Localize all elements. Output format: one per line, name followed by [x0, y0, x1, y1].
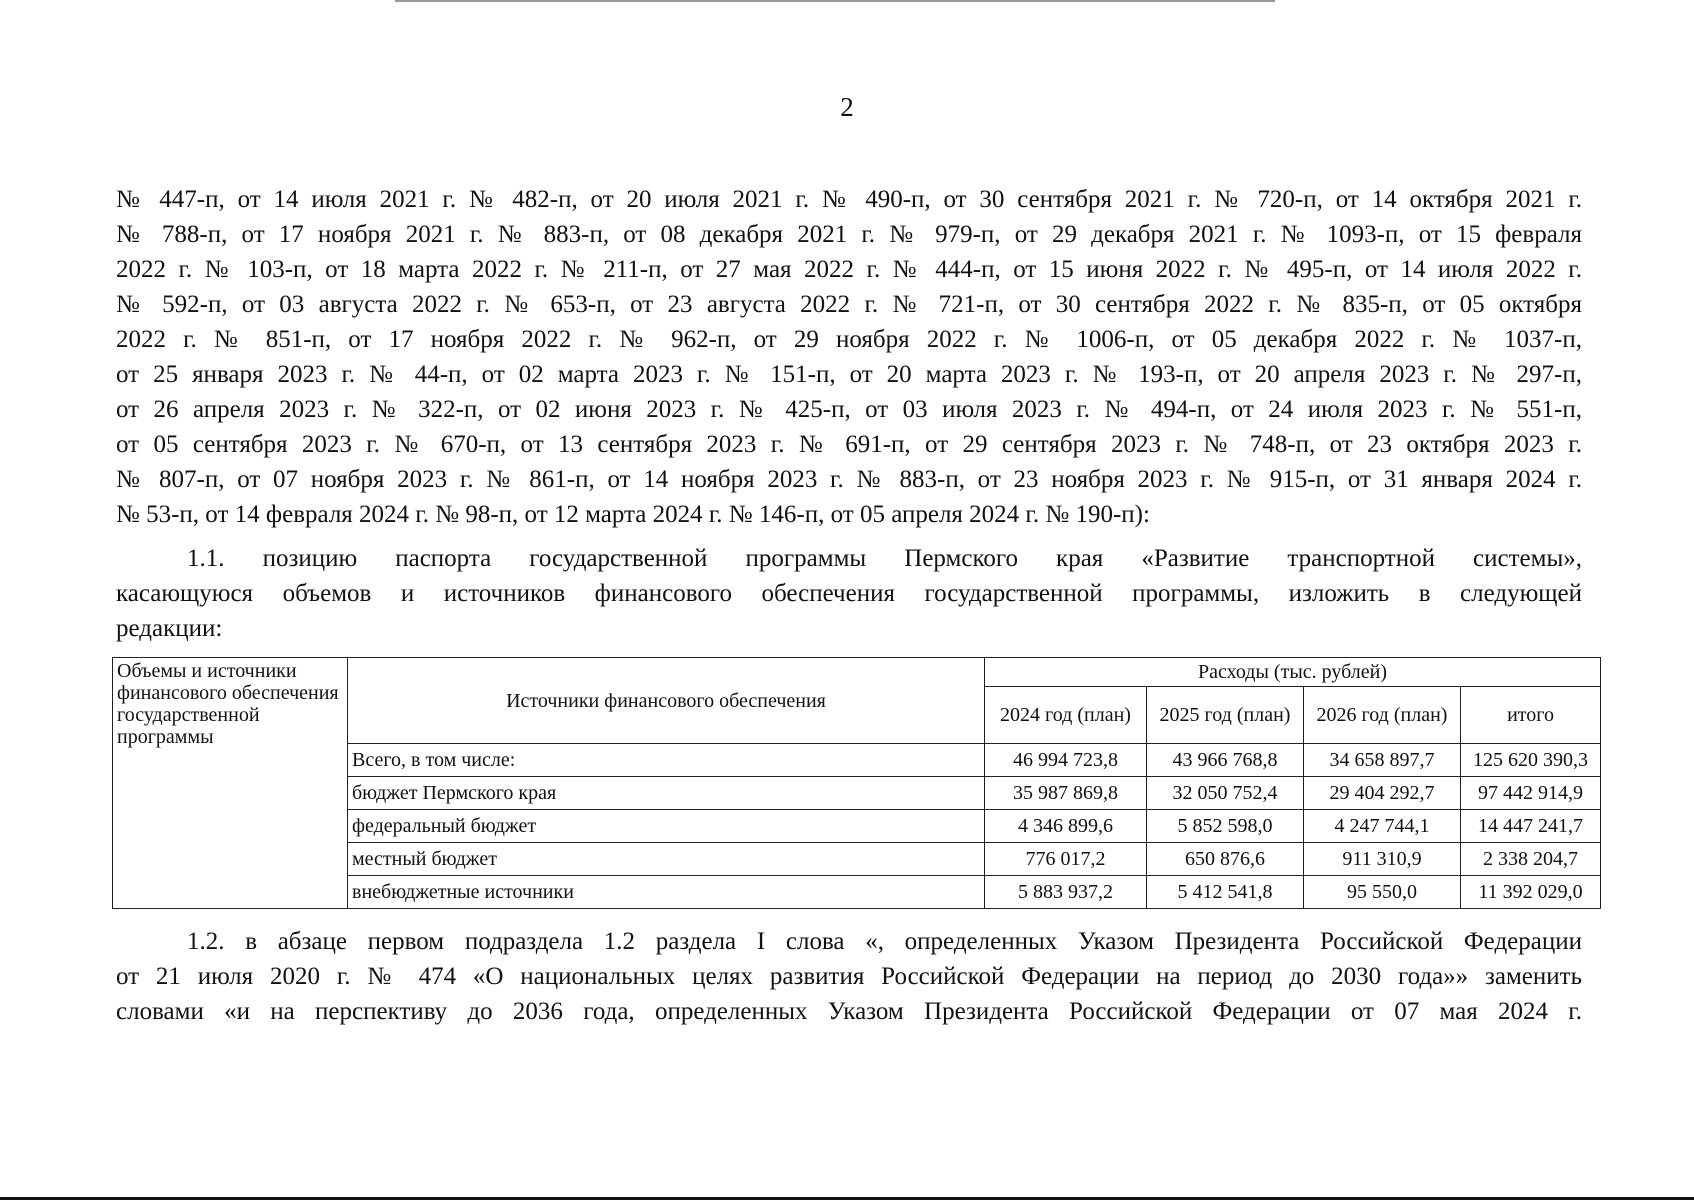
text-line: № 788-п, от 17 ноября 2021 г. № 883-п, от 08 декабря 2021 г. № 979-п, от 29 декабря 2021 г. № 1093-п, от 15 февраля	[116, 221, 1582, 248]
source-cell: внебюджетные источники	[348, 876, 985, 909]
paragraph-amendments-list	[116, 182, 1582, 532]
value-cell: 2 338 204,7	[1461, 843, 1601, 876]
value-cell: 46 994 723,8	[985, 744, 1147, 777]
value-cell: 5 883 937,2	[985, 876, 1147, 909]
text-line: 1.2. в абзаце первом подраздела 1.2 раздела I слова «, определенных Указом Президента Российской Федерации	[187, 928, 1582, 955]
text-line: 1.1. позицию паспорта государственной программы Пермского края «Развитие транспортной системы»,	[187, 545, 1582, 572]
text-line: 2022 г. № 851-п, от 17 ноября 2022 г. № 962-п, от 29 ноября 2022 г. № 1006-п, от 05 декабря 2022 г. № 1037-п,	[116, 326, 1582, 353]
row-label-cell: Объемы и источники финансового обеспечения государственной программы	[113, 658, 348, 909]
source-cell: бюджет Пермского края	[348, 777, 985, 810]
value-cell: 776 017,2	[985, 843, 1147, 876]
value-cell: 4 247 744,1	[1304, 810, 1461, 843]
text-line: № 447-п, от 14 июля 2021 г. № 482-п, от 20 июля 2021 г. № 490-п, от 30 сентября 2021 г. № 720-п, от 14 октября 2021 г.	[116, 186, 1582, 213]
value-cell: 14 447 241,7	[1461, 810, 1601, 843]
value-cell: 97 442 914,9	[1461, 777, 1601, 810]
column-header-2026: 2026 год (план)	[1304, 687, 1461, 744]
value-cell: 11 392 029,0	[1461, 876, 1601, 909]
column-header-2024: 2024 год (план)	[985, 687, 1147, 744]
value-cell: 43 966 768,8	[1147, 744, 1304, 777]
text-line: редакции:	[116, 615, 223, 642]
source-cell: местный бюджет	[348, 843, 985, 876]
text-line: от 26 апреля 2023 г. № 322-п, от 02 июня 2023 г. № 425-п, от 03 июля 2023 г. № 494-п, от 24 июля 2023 г. № 551-п,	[116, 396, 1582, 423]
text-line: 2022 г. № 103-п, от 18 марта 2022 г. № 211-п, от 27 мая 2022 г. № 444-п, от 15 июня 2022 г. № 495-п, от 14 июля 2022 г.	[116, 256, 1582, 283]
value-cell: 650 876,6	[1147, 843, 1304, 876]
scan-edge-top	[395, 0, 1275, 2]
text-line: № 592-п, от 03 августа 2022 г. № 653-п, от 23 августа 2022 г. № 721-п, от 30 сентября 2022 г. № 835-п, от 05 октября	[116, 291, 1582, 318]
value-cell: 911 310,9	[1304, 843, 1461, 876]
expenses-header: Расходы (тыс. рублей)	[985, 658, 1601, 687]
source-cell: федеральный бюджет	[348, 810, 985, 843]
value-cell: 4 346 899,6	[985, 810, 1147, 843]
value-cell: 5 852 598,0	[1147, 810, 1304, 843]
value-cell: 95 550,0	[1304, 876, 1461, 909]
value-cell: 34 658 897,7	[1304, 744, 1461, 777]
value-cell: 32 050 752,4	[1147, 777, 1304, 810]
value-cell: 5 412 541,8	[1147, 876, 1304, 909]
text-line: от 25 января 2023 г. № 44-п, от 02 марта 2023 г. № 151-п, от 20 марта 2023 г. № 193-п, от 20 апреля 2023 г. № 297-п,	[116, 361, 1582, 388]
column-header-total: итого	[1461, 687, 1601, 744]
text-line: касающуюся объемов и источников финансового обеспечения государственной программы, изложить в следующей	[116, 580, 1582, 607]
page-number: 2	[840, 92, 854, 122]
financing-table	[112, 657, 1601, 909]
value-cell: 35 987 869,8	[985, 777, 1147, 810]
paragraph-1-1	[116, 541, 1582, 646]
value-cell: 125 620 390,3	[1461, 744, 1601, 777]
column-header-2025: 2025 год (план)	[1147, 687, 1304, 744]
paragraph-1-2	[116, 924, 1582, 1029]
text-line: от 21 июля 2020 г. № 474 «О национальных целях развития Российской Федерации на период до 2030 года»» заменить	[116, 963, 1582, 990]
text-line: от 05 сентября 2023 г. № 670-п, от 13 сентября 2023 г. № 691-п, от 29 сентября 2023 г. № 748-п, от 23 октября 2023 г.	[116, 431, 1582, 458]
text-line: № 807-п, от 07 ноября 2023 г. № 861-п, от 14 ноября 2023 г. № 883-п, от 23 ноября 2023 г. № 915-п, от 31 января 2024 г.	[116, 466, 1582, 493]
value-cell: 29 404 292,7	[1304, 777, 1461, 810]
text-line: словами «и на перспективу до 2036 года, определенных Указом Президента Российской Федерации от 07 мая 2024 г.	[116, 998, 1582, 1025]
source-cell: Всего, в том числе:	[348, 744, 985, 777]
sources-header: Источники финансового обеспечения	[348, 658, 985, 744]
text-line: № 53-п, от 14 февраля 2024 г. № 98-п, от 12 марта 2024 г. № 146-п, от 05 апреля 2024 г. № 190-п):	[116, 501, 1150, 528]
